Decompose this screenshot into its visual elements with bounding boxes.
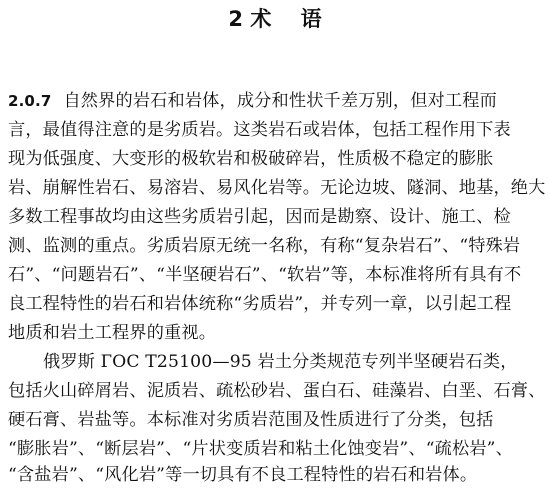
- paragraph-line: “膨胀岩”、“断层岩”、“片状变质岩和粘土化蚀变岩”、“疏松岩”、: [8, 439, 513, 459]
- paragraph-line: [8, 90, 497, 112]
- section-title: 2 术 语: [228, 7, 322, 31]
- paragraph-line: 言，最值得注意的是劣质岩。这类岩石或岩体，包括工程作用下表: [8, 120, 511, 140]
- clause-number: 2.0.7: [8, 92, 52, 110]
- paragraph-line: 岩、崩解性岩石、易溶岩、易风化岩等。无论边坡、隧洞、地基，绝大: [8, 178, 546, 198]
- paragraph-line: 测、监测的重点。劣质岩原无统一名称，有称“复杂岩石”、“特殊岩: [8, 236, 521, 256]
- paragraph-line: 地质和岩土工程界的重视。: [8, 323, 217, 343]
- paragraph-line: 现为低强度、大变形的极软岩和极破碎岩，性质极不稳定的膨胀: [8, 149, 494, 169]
- paragraph-line: “含盐岩”、“风化岩”等一切具有不良工程特性的岩石和岩体。: [8, 465, 478, 485]
- paragraph-line: 良工程特性的岩石和岩体统称“劣质岩”，并专列一章，以引起工程: [8, 294, 512, 314]
- paragraph-line: 石”、“问题岩石”、“半坚硬岩石”、“软岩”等，本标准将所有具有不: [8, 265, 522, 285]
- paragraph-line: 硬石膏、岩盐等。本标准对劣质岩范围及性质进行了分类，包括: [8, 410, 494, 430]
- paragraph-line: 多数工程事故均由这些劣质岩引起，因而是勘察、设计、施工、检: [8, 207, 511, 227]
- paragraph-text: 自然界的岩石和岩体，成分和性状千差万别，但对工程而: [63, 91, 497, 111]
- paragraph-line: 包括火山碎屑岩、泥质岩、疏松砂岩、蛋白石、硅藻岩、白垩、石膏、: [8, 381, 546, 401]
- paragraph-line: 俄罗斯 ГОС T25100—95 岩土分类规范专列半坚硬岩石类，: [43, 352, 518, 372]
